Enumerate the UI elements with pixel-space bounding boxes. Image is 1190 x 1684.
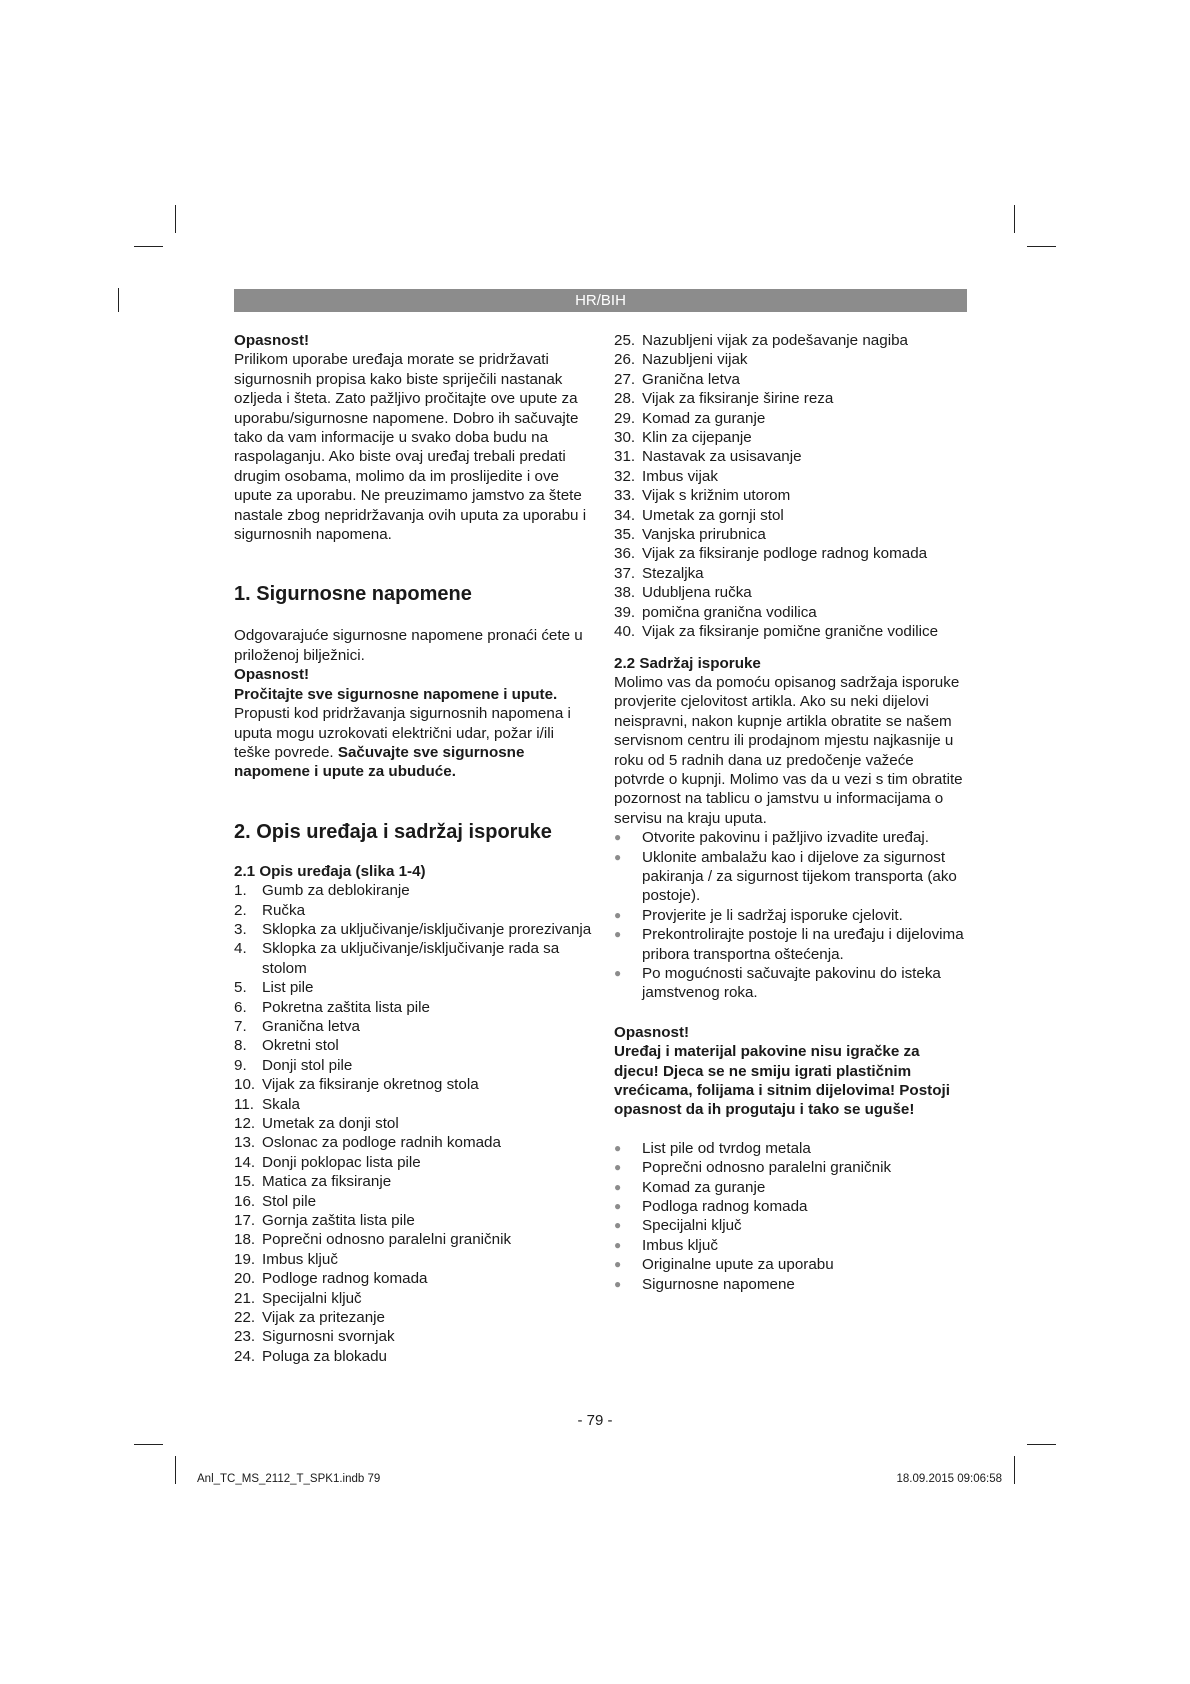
crop-mark (134, 1444, 163, 1445)
check-item-text: Otvorite pakovinu i pažljivo izvadite uređaj. (642, 829, 930, 847)
part-label: Umetak za gornji stol (642, 506, 784, 524)
section1-bold-end: Sačuvajte sve sigurnosne napomene i upute za ubuduće. (234, 743, 525, 781)
part-label: Nazubljeni vijak za podešavanje nagiba (642, 332, 908, 349)
part-number: 39. (614, 603, 636, 621)
part-number: 19. (234, 1250, 256, 1268)
content-item (614, 1236, 968, 1255)
part-list-item (614, 544, 968, 563)
part-number: 29. (614, 409, 636, 427)
section1-bold: Pročitajte sve sigurnosne napomene i upute. (234, 685, 558, 703)
part-number: 20. (234, 1270, 256, 1288)
part-label: Podloge radnog komada (262, 1270, 428, 1288)
part-number: 13. (234, 1134, 256, 1152)
part-list-item (234, 1036, 594, 1055)
part-number: 8. (234, 1037, 247, 1055)
part-list-item (234, 881, 594, 900)
part-number: 33. (614, 487, 636, 505)
part-label: Komad za guranje (642, 409, 766, 427)
section22-text: Molimo vas da pomoću opisanog sadržaja isporuke provjerite cjelovitost artikla. Ako su neki dijelovi neispravni, nakon kupnje artikla obratite se našem servisnom centru ili prodajnom mjestu najkasnije u roku od 5 radnih dana uz predočenje važeće potvrde o kupnji. Molimo vas da u vezi s tim obratite pozornost na tablicu o jamstvu u informacijama o servisu na kraju uputa. (614, 673, 963, 827)
part-number: 11. (234, 1095, 254, 1113)
part-number: 26. (614, 351, 636, 369)
part-list-item (234, 978, 594, 997)
part-number: 37. (614, 564, 636, 582)
crop-mark (175, 1456, 176, 1484)
part-number: 34. (614, 506, 636, 524)
part-label: Gornja zaštita lista pile (262, 1212, 415, 1230)
part-number: 27. (614, 370, 636, 388)
part-label: Stol pile (262, 1192, 317, 1210)
part-number: 38. (614, 584, 636, 602)
part-number: 10. (234, 1076, 256, 1094)
part-list-item (234, 1269, 594, 1288)
part-number: 5. (234, 979, 247, 997)
content-item-text: Komad za guranje (642, 1178, 766, 1196)
content-item-text: Sigurnosne napomene (642, 1275, 795, 1293)
print-timestamp: 18.09.2015 09:06:58 (896, 1473, 1002, 1485)
bullet-icon: ● (614, 927, 622, 942)
bullet-icon: ● (614, 1140, 622, 1155)
part-label: Nastavak za usisavanje (642, 448, 802, 466)
part-label: Vijak za fiksiranje podloge radnog komada (642, 545, 928, 563)
part-label: Vanjska prirubnica (642, 526, 766, 544)
part-number: 36. (614, 545, 636, 563)
content-item (614, 1275, 968, 1294)
bullet-icon: ● (614, 907, 622, 922)
part-label: Vijak s križnim utorom (642, 487, 791, 505)
part-label: Specijalni ključ (262, 1289, 362, 1307)
part-number: 22. (234, 1309, 256, 1327)
check-item (614, 906, 968, 925)
crop-mark (175, 205, 176, 233)
part-number: 3. (234, 920, 247, 938)
part-number: 7. (234, 1017, 247, 1035)
part-list-item (614, 409, 968, 428)
parts-list-left (234, 881, 594, 1366)
content-item-text: Originalne upute za uporabu (642, 1256, 834, 1274)
part-list-item (614, 506, 968, 525)
part-label: Vijak za fiksiranje širine reza (642, 390, 834, 408)
part-list-item (614, 428, 968, 447)
part-list-item (614, 389, 968, 408)
part-label: Okretni stol (262, 1037, 339, 1055)
part-list-item (234, 1250, 594, 1269)
part-list-item (234, 1133, 594, 1152)
part-list-item (234, 1327, 594, 1346)
content-item (614, 1178, 968, 1197)
part-list-item (614, 467, 968, 486)
danger-heading: Opasnost! (614, 1023, 690, 1041)
part-number: 30. (614, 429, 636, 447)
content-item (614, 1139, 968, 1158)
part-number: 14. (234, 1153, 256, 1171)
part-list-item (234, 1172, 594, 1191)
intro-heading: Opasnost! (234, 332, 310, 349)
part-label: pomična granična vodilica (642, 603, 817, 621)
part-number: 35. (614, 526, 636, 544)
section2-title: 2. Opis uređaja i sadržaj isporuke (234, 820, 552, 843)
part-list-item (614, 525, 968, 544)
check-item-text: Uklonite ambalažu kao i dijelove za sigurnost pakiranja / za sigurnost tijekom transporta (ako postoje). (642, 848, 957, 905)
part-number: 32. (614, 467, 636, 485)
part-number: 40. (614, 623, 636, 641)
part-list-item (234, 998, 594, 1017)
check-item-text: Prekontrolirajte postoje li na uređaju i dijelovima pribora transportna oštećenja. (642, 926, 964, 963)
section1-danger: Opasnost! (234, 666, 310, 684)
part-label: Donji poklopac lista pile (262, 1153, 421, 1171)
content-item-text: Specijalni ključ (642, 1217, 742, 1235)
part-number: 6. (234, 998, 247, 1016)
part-list-item (614, 447, 968, 466)
part-list-item (234, 1308, 594, 1327)
part-label: Oslonac za podloge radnih komada (262, 1134, 501, 1152)
part-number: 12. (234, 1115, 256, 1132)
part-list-item (234, 939, 594, 978)
part-list-item (234, 1211, 594, 1230)
part-label: Stezaljka (642, 564, 704, 582)
content-item (614, 1158, 968, 1177)
part-list-item (234, 1095, 594, 1114)
section1-paragraph (234, 685, 594, 782)
part-number: 21. (234, 1289, 256, 1307)
content-item-text: Podloga radnog komada (642, 1198, 808, 1216)
bullet-icon: ● (614, 849, 622, 864)
part-label: Nazubljeni vijak (642, 351, 748, 369)
crop-mark (1014, 205, 1015, 233)
part-list-item (614, 486, 968, 505)
part-list-item (614, 370, 968, 389)
parts-list-right (614, 331, 968, 642)
part-label: List pile (262, 979, 314, 997)
bullet-icon: ● (614, 1160, 622, 1175)
part-number: 2. (234, 901, 247, 919)
right-column (614, 331, 968, 1294)
part-number: 28. (614, 390, 636, 408)
section21-title: 2.1 Opis uređaja (slika 1-4) (234, 862, 426, 880)
part-number: 23. (234, 1328, 256, 1346)
check-item (614, 964, 968, 1003)
content-item (614, 1216, 968, 1235)
file-slug: Anl_TC_MS_2112_T_SPK1.indb 79 (197, 1473, 381, 1485)
bullet-icon: ● (614, 966, 622, 980)
part-label: Skala (262, 1095, 300, 1113)
content-item (614, 1197, 968, 1216)
part-list-item (614, 331, 968, 350)
check-item (614, 848, 968, 906)
page-number: - 79 - (577, 1412, 613, 1429)
part-number: 25. (614, 332, 636, 349)
part-number: 31. (614, 448, 636, 466)
part-list-item (614, 622, 968, 641)
part-number: 16. (234, 1192, 256, 1210)
part-number: 17. (234, 1212, 256, 1230)
part-label: Umetak za donji stol (262, 1115, 399, 1132)
check-item (614, 925, 968, 964)
check-item-text: Po mogućnosti sačuvajte pakovinu do isteka jamstvenog roka. (642, 965, 941, 1002)
content-item-text: List pile od tvrdog metala (642, 1139, 811, 1157)
bullet-icon: ● (614, 1276, 622, 1291)
part-list-item (234, 1289, 594, 1308)
part-list-item (234, 1347, 594, 1366)
bullet-icon: ● (614, 1257, 622, 1272)
part-label: Udubljena ručka (642, 584, 752, 602)
content-item-text: Imbus ključ (642, 1236, 718, 1254)
part-list-item (234, 1017, 594, 1036)
bullet-icon: ● (614, 1179, 622, 1194)
bullet-icon: ● (614, 1199, 622, 1214)
part-list-item (234, 920, 594, 939)
part-label: Imbus vijak (642, 467, 718, 485)
part-label: Granična letva (262, 1017, 360, 1035)
part-label: Donji stol pile (262, 1056, 353, 1074)
part-label: Klin za cijepanje (642, 429, 752, 447)
part-label: Sklopka za uključivanje/isključivanje rada sa stolom (262, 940, 560, 977)
part-label: Poprečni odnosno paralelni graničnik (262, 1231, 512, 1249)
check-list (614, 828, 968, 1003)
section1-text: Odgovarajuće sigurnosne napomene pronaći ćete u priloženoj bilježnici. (234, 627, 583, 664)
bullet-icon: ● (614, 830, 622, 845)
part-label: Poluga za blokadu (262, 1347, 387, 1365)
part-list-item (234, 1075, 594, 1094)
part-list-item (234, 1192, 594, 1211)
section22-title: 2.2 Sadržaj isporuke (614, 654, 761, 672)
content-item (614, 1255, 968, 1274)
check-item-text: Provjerite je li sadržaj isporuke cjelovit. (642, 906, 903, 924)
crop-mark (134, 246, 163, 247)
section1-body: Propusti kod pridržavanja sigurnosnih napomena i uputa mogu uzrokovati električni udar, požar i/ili teške povrede. (234, 705, 571, 761)
part-list-item (614, 583, 968, 602)
crop-mark (1027, 246, 1056, 247)
part-label: Vijak za fiksiranje pomične granične vodilice (642, 623, 939, 641)
bullet-icon: ● (614, 1237, 622, 1252)
content-item-text: Poprečni odnosno paralelni graničnik (642, 1159, 892, 1177)
part-label: Granična letva (642, 370, 740, 388)
part-list-item (234, 1056, 594, 1075)
part-label: Pokretna zaštita lista pile (262, 998, 430, 1016)
part-number: 18. (234, 1231, 256, 1249)
part-list-item (234, 1153, 594, 1172)
part-list-item (234, 1230, 594, 1249)
part-label: Vijak za fiksiranje okretnog stola (262, 1076, 479, 1094)
check-item (614, 828, 968, 847)
danger-text: Uređaj i materijal pakovine nisu igračke za djecu! Djeca se ne smiju igrati plastičnim vrećicama, folijama i sitnim dijelovima! Postoji opasnost da ih progutaju i tako se uguše! (614, 1043, 950, 1119)
part-number: 4. (234, 940, 247, 958)
crop-mark (118, 288, 119, 312)
part-list-item (614, 350, 968, 369)
part-label: Sklopka za uključivanje/isključivanje prorezivanja (262, 920, 592, 938)
crop-mark (1014, 1456, 1015, 1484)
part-number: 15. (234, 1173, 256, 1191)
part-list-item (234, 1114, 594, 1133)
part-label: Gumb za deblokiranje (262, 882, 410, 900)
part-list-item (234, 901, 594, 920)
bullet-icon: ● (614, 1218, 622, 1233)
part-label: Imbus ključ (262, 1250, 338, 1268)
language-label: HR/BIH (575, 292, 626, 309)
part-number: 24. (234, 1347, 256, 1365)
part-label: Matica za fiksiranje (262, 1173, 392, 1191)
part-number: 9. (234, 1056, 247, 1074)
section1-title: 1. Sigurnosne napomene (234, 583, 472, 606)
delivery-contents-list (614, 1139, 968, 1294)
part-list-item (614, 564, 968, 583)
part-label: Ručka (262, 901, 306, 919)
part-list-item (614, 603, 968, 622)
left-column (234, 331, 594, 1366)
intro-text: Prilikom uporabe uređaja morate se pridržavati sigurnosnih propisa kako biste spriječili nastanak ozljeda i šteta. Zato pažljivo pročitajte ove upute za uporabu/sigurnosne napomene. Dobro ih sačuvajte tako da vam informacije u svako doba budu na raspolaganju. Ako biste ovaj uređaj trebali predati drugim osobama, molimo da im proslijedite i ove upute za uporabu. Ne preuzimamo jamstvo za štete nastale zbog nepridržavanja ovih uputa za uporabu i sigurnosnih napomena. (234, 351, 587, 544)
part-label: Sigurnosni svornjak (262, 1328, 395, 1346)
part-number: 1. (234, 882, 247, 900)
language-header-bar (234, 289, 967, 312)
crop-mark (1027, 1444, 1056, 1445)
part-label: Vijak za pritezanje (262, 1309, 385, 1327)
